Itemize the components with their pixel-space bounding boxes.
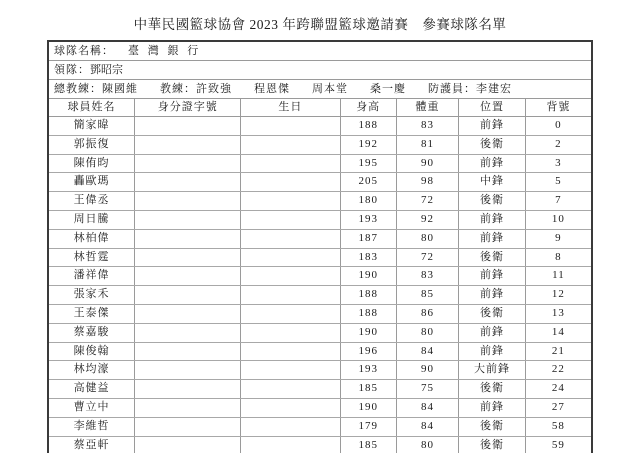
player-position-cell: 前鋒 [459, 398, 526, 417]
player-name-cell: 王偉丞 [49, 192, 135, 211]
player-position-cell: 前鋒 [459, 267, 526, 286]
staff-segment: 教練：許致強 [160, 83, 232, 95]
player-name-cell: 李維哲 [49, 417, 135, 436]
player-weight-cell: 84 [396, 417, 458, 436]
player-weight-cell: 85 [396, 286, 458, 305]
player-jersey-cell: 24 [525, 380, 591, 399]
player-row [49, 135, 591, 154]
staff-segment: 防護員：李建宏 [428, 83, 512, 95]
player-position-cell: 前鋒 [459, 229, 526, 248]
player-position-cell: 前鋒 [459, 286, 526, 305]
player-name-cell: 林均濠 [49, 361, 135, 380]
player-row [49, 210, 591, 229]
player-weight-cell: 80 [396, 436, 458, 453]
player-weight-cell: 72 [396, 248, 458, 267]
team-leader-value: 鄧昭宗 [90, 64, 123, 76]
player-jersey-cell: 7 [525, 192, 591, 211]
player-row [49, 417, 591, 436]
player-jersey-cell: 8 [525, 248, 591, 267]
player-jersey-cell: 10 [525, 210, 591, 229]
player-birthday-cell [241, 361, 340, 380]
player-position-cell: 前鋒 [459, 323, 526, 342]
player-height-cell: 188 [340, 286, 396, 305]
player-weight-cell: 84 [396, 342, 458, 361]
player-jersey-cell: 9 [525, 229, 591, 248]
player-id-cell [135, 304, 241, 323]
player-name-cell: 王泰傑 [49, 304, 135, 323]
player-birthday-cell [241, 398, 340, 417]
header-player-name: 球員姓名 [49, 99, 135, 117]
player-id-cell [135, 192, 241, 211]
player-jersey-cell: 5 [525, 173, 591, 192]
player-id-cell [135, 210, 241, 229]
player-birthday-cell [241, 117, 340, 136]
staff-segment: 周本堂 [312, 83, 348, 95]
player-id-cell [135, 398, 241, 417]
player-name-cell: 轟歐瑪 [49, 173, 135, 192]
player-weight-cell: 84 [396, 398, 458, 417]
player-birthday-cell [241, 436, 340, 453]
player-birthday-cell [241, 192, 340, 211]
player-birthday-cell [241, 304, 340, 323]
player-height-cell: 180 [340, 192, 396, 211]
header-height: 身高 [340, 99, 396, 117]
player-birthday-cell [241, 173, 340, 192]
player-birthday-cell [241, 229, 340, 248]
player-birthday-cell [241, 417, 340, 436]
player-height-cell: 179 [340, 417, 396, 436]
player-row [49, 398, 591, 417]
player-birthday-cell [241, 323, 340, 342]
player-weight-cell: 98 [396, 173, 458, 192]
player-jersey-cell: 2 [525, 135, 591, 154]
player-height-cell: 190 [340, 267, 396, 286]
player-jersey-cell: 11 [525, 267, 591, 286]
player-id-cell [135, 267, 241, 286]
player-jersey-cell: 0 [525, 117, 591, 136]
player-weight-cell: 75 [396, 380, 458, 399]
player-position-cell: 後衛 [459, 192, 526, 211]
player-id-cell [135, 436, 241, 453]
player-name-cell: 曹立中 [49, 398, 135, 417]
player-row [49, 173, 591, 192]
player-name-cell: 周日騰 [49, 210, 135, 229]
player-weight-cell: 81 [396, 135, 458, 154]
team-leader-label: 領隊： [54, 64, 90, 76]
player-jersey-cell: 13 [525, 304, 591, 323]
player-name-cell: 陳俊翰 [49, 342, 135, 361]
staff-segment: 總教練：陳國維 [54, 83, 138, 95]
player-id-cell [135, 248, 241, 267]
player-row [49, 267, 591, 286]
player-height-cell: 195 [340, 154, 396, 173]
player-id-cell [135, 323, 241, 342]
player-position-cell: 前鋒 [459, 342, 526, 361]
player-weight-cell: 80 [396, 229, 458, 248]
player-position-cell: 後衛 [459, 436, 526, 453]
player-position-cell: 中鋒 [459, 173, 526, 192]
document-title: 中華民國籃球協會 2023 年跨聯盟籃球邀請賽 參賽球隊名單 [133, 17, 507, 32]
coaching-staff-row [49, 80, 591, 99]
player-height-cell: 185 [340, 436, 396, 453]
player-birthday-cell [241, 286, 340, 305]
player-height-cell: 185 [340, 380, 396, 399]
player-weight-cell: 80 [396, 323, 458, 342]
player-height-cell: 205 [340, 173, 396, 192]
player-height-cell: 193 [340, 210, 396, 229]
header-row [49, 99, 591, 117]
player-height-cell: 193 [340, 361, 396, 380]
player-height-cell: 190 [340, 398, 396, 417]
player-position-cell: 後衛 [459, 135, 526, 154]
player-id-cell [135, 361, 241, 380]
player-height-cell: 188 [340, 304, 396, 323]
team-leader-row [49, 61, 591, 80]
player-name-cell: 陳侑昀 [49, 154, 135, 173]
staff-segment: 桑一慶 [370, 83, 406, 95]
header-weight: 體重 [396, 99, 458, 117]
player-id-cell [135, 380, 241, 399]
player-name-cell: 蔡嘉駿 [49, 323, 135, 342]
header-id-number: 身分證字號 [135, 99, 241, 117]
player-jersey-cell: 22 [525, 361, 591, 380]
player-height-cell: 183 [340, 248, 396, 267]
player-row [49, 154, 591, 173]
player-row [49, 304, 591, 323]
player-weight-cell: 83 [396, 117, 458, 136]
player-jersey-cell: 12 [525, 286, 591, 305]
player-row [49, 436, 591, 453]
player-id-cell [135, 286, 241, 305]
player-row [49, 248, 591, 267]
player-birthday-cell [241, 248, 340, 267]
player-weight-cell: 90 [396, 154, 458, 173]
player-weight-cell: 90 [396, 361, 458, 380]
player-row [49, 286, 591, 305]
player-id-cell [135, 135, 241, 154]
header-birthday: 生日 [241, 99, 340, 117]
header-jersey-number: 背號 [525, 99, 591, 117]
player-name-cell: 潘祥偉 [49, 267, 135, 286]
team-name-label: 球隊名稱： [54, 45, 114, 57]
player-position-cell: 大前鋒 [459, 361, 526, 380]
player-row [49, 117, 591, 136]
player-id-cell [135, 173, 241, 192]
player-name-cell: 高健益 [49, 380, 135, 399]
player-id-cell [135, 229, 241, 248]
player-jersey-cell: 58 [525, 417, 591, 436]
player-name-cell: 張家禾 [49, 286, 135, 305]
player-position-cell: 前鋒 [459, 210, 526, 229]
player-weight-cell: 83 [396, 267, 458, 286]
player-id-cell [135, 342, 241, 361]
staff-segment: 程恩傑 [254, 83, 290, 95]
player-name-cell: 簡家暐 [49, 117, 135, 136]
player-jersey-cell: 3 [525, 154, 591, 173]
player-birthday-cell [241, 342, 340, 361]
player-name-cell: 林柏偉 [49, 229, 135, 248]
player-name-cell: 林哲霆 [49, 248, 135, 267]
player-birthday-cell [241, 154, 340, 173]
player-jersey-cell: 14 [525, 323, 591, 342]
player-height-cell: 190 [340, 323, 396, 342]
player-weight-cell: 92 [396, 210, 458, 229]
player-name-cell: 蔡亞軒 [73, 438, 110, 451]
player-row [49, 192, 591, 211]
player-id-cell [135, 154, 241, 173]
team-name-value: 臺 灣 銀 行 [128, 45, 202, 57]
player-rows [49, 117, 591, 453]
player-jersey-cell: 21 [525, 342, 591, 361]
player-id-cell [135, 417, 241, 436]
player-position-cell: 後衛 [459, 417, 526, 436]
player-row [49, 380, 591, 399]
player-row [49, 229, 591, 248]
player-birthday-cell [241, 380, 340, 399]
team-name-row [49, 42, 591, 61]
player-birthday-cell [241, 267, 340, 286]
players-table [49, 99, 591, 453]
player-jersey-cell: 59 [525, 436, 591, 453]
player-position-cell: 前鋒 [459, 154, 526, 173]
player-jersey-cell: 27 [525, 398, 591, 417]
player-position-cell: 前鋒 [459, 117, 526, 136]
player-id-cell [135, 117, 241, 136]
player-height-cell: 187 [340, 229, 396, 248]
player-name-cell: 郭振復 [49, 135, 135, 154]
player-row [49, 323, 591, 342]
player-weight-cell: 72 [396, 192, 458, 211]
player-height-cell: 192 [340, 135, 396, 154]
player-birthday-cell [241, 135, 340, 154]
player-position-cell: 後衛 [459, 304, 526, 323]
roster-table [47, 40, 593, 453]
player-position-cell: 後衛 [459, 248, 526, 267]
player-row [49, 361, 591, 380]
header-position: 位置 [459, 99, 526, 117]
player-height-cell: 196 [340, 342, 396, 361]
player-position-cell: 後衛 [459, 380, 526, 399]
player-row [49, 342, 591, 361]
player-height-cell: 188 [340, 117, 396, 136]
player-weight-cell: 86 [396, 304, 458, 323]
player-birthday-cell [241, 210, 340, 229]
